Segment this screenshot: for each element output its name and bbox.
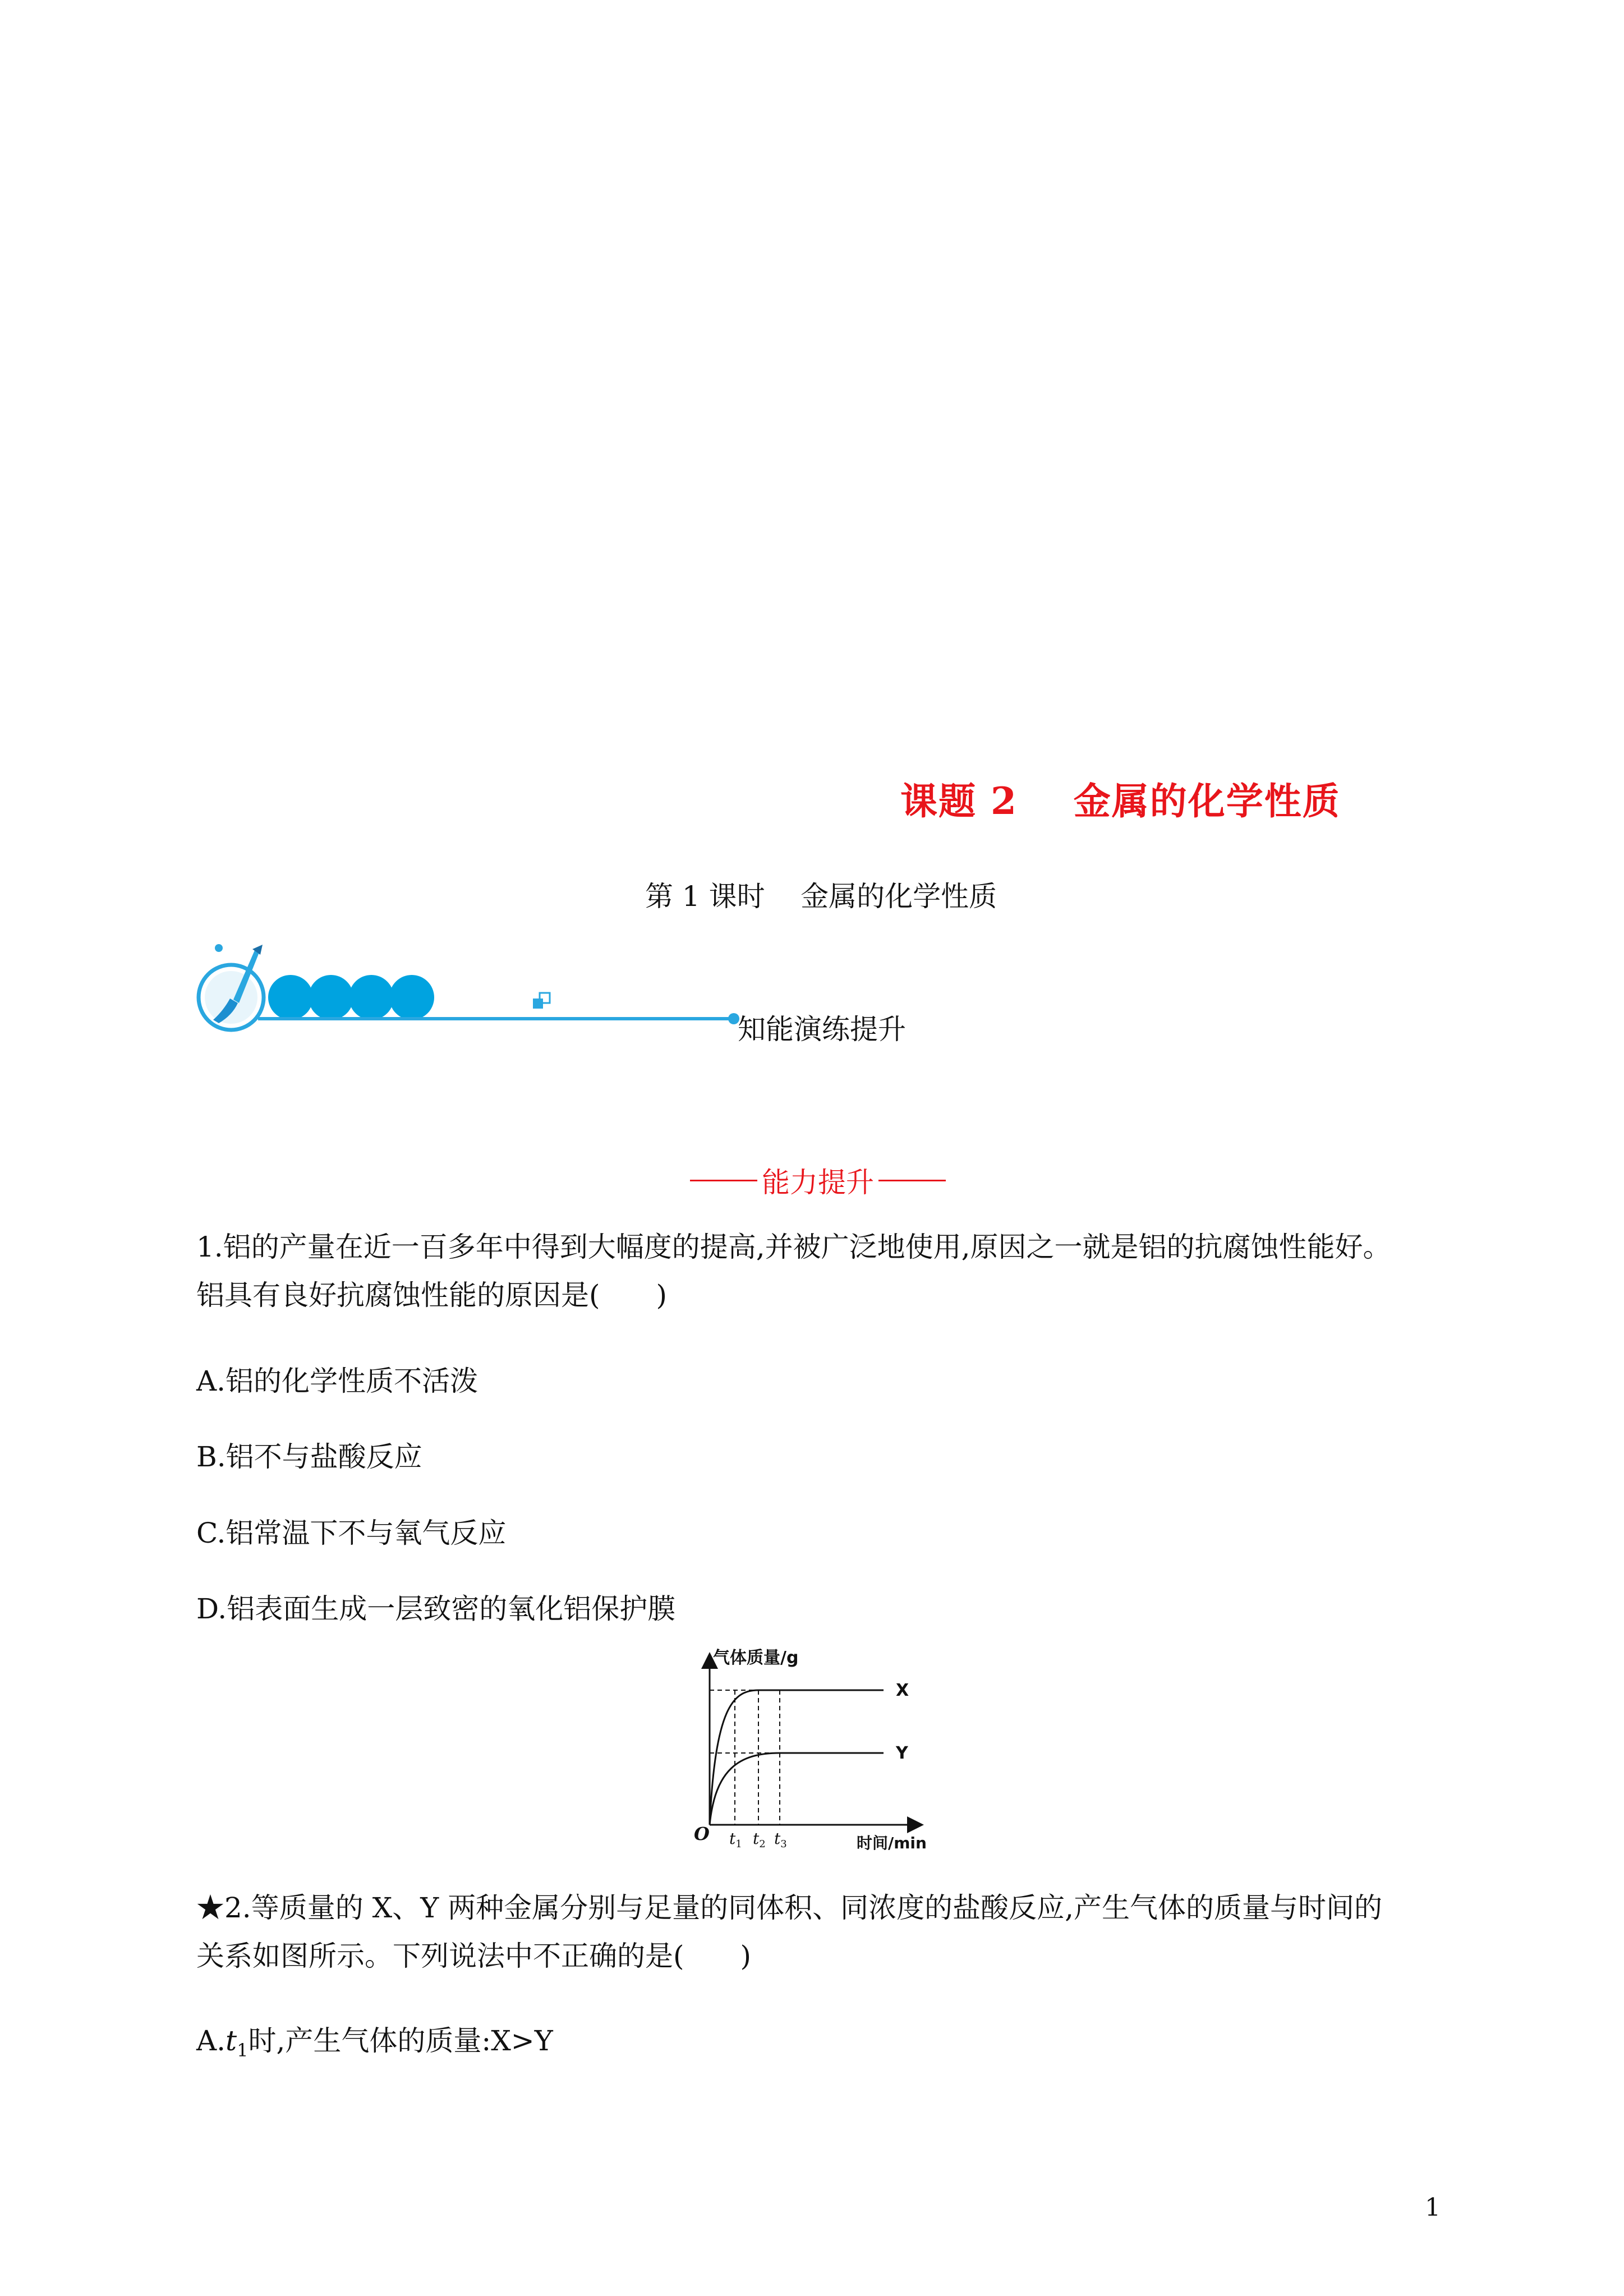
option-a-sub: 1 bbox=[237, 2040, 249, 2061]
section-banner bbox=[196, 942, 757, 1043]
banner-dot bbox=[309, 975, 353, 1020]
question-1-option-a: A.铝的化学性质不活泼 bbox=[196, 1365, 479, 1397]
page-number: 1 bbox=[1425, 2193, 1441, 2222]
question-1-option-c: C.铝常温下不与氧气反应 bbox=[196, 1517, 507, 1549]
lesson-subtitle: 第 1 课时 金属的化学性质 bbox=[645, 880, 997, 913]
x-tick-label: $t_1$ bbox=[729, 1829, 742, 1850]
section-heading-text: 能力提升 bbox=[762, 1166, 874, 1199]
x-tick-label: $t_3$ bbox=[774, 1829, 787, 1850]
section-heading bbox=[690, 1160, 946, 1200]
gas-mass-time-chart bbox=[682, 1646, 951, 1854]
question-2-option-a bbox=[196, 2018, 553, 2061]
question-1-text: 1.铝的产量在近一百多年中得到大幅度的提高,并被广泛地使用,原因之一就是铝的抗腐蚀性能好。铝具有良好抗腐蚀性能的原因是( ) bbox=[196, 1231, 1391, 1312]
x-axis-label: 时间/min bbox=[857, 1834, 927, 1852]
question-1-option-b: B.铝不与盐酸反应 bbox=[196, 1441, 422, 1473]
banner-dot bbox=[268, 975, 313, 1020]
question-1-option-d: D.铝表面生成一层致密的氧化铝保护膜 bbox=[196, 1593, 676, 1625]
banner-label: 知能演练提升 bbox=[738, 1013, 906, 1046]
x-tick-label: $t_2$ bbox=[753, 1829, 766, 1850]
banner-dot bbox=[389, 975, 434, 1020]
series-label: Y bbox=[896, 1743, 908, 1763]
question-2-text: ★2.等质量的 X、Y 两种金属分别与足量的同体积、同浓度的盐酸反应,产生气体的质量与时间的关系如图所示。下列说法中不正确的是( ) bbox=[196, 1892, 1382, 1972]
page-title: 课题 2 金属的化学性质 bbox=[900, 779, 1341, 823]
series-label: X bbox=[896, 1681, 909, 1700]
y-axis-label: 气体质量/g bbox=[713, 1648, 799, 1668]
heading-rule-left bbox=[690, 1180, 757, 1181]
option-a-rest: 时,产生气体的质量:X>Y bbox=[248, 2024, 553, 2057]
option-a-prefix: A. bbox=[196, 2024, 226, 2057]
origin-label: O bbox=[694, 1823, 710, 1844]
banner-dot bbox=[349, 975, 394, 1020]
heading-rule-right bbox=[878, 1180, 946, 1181]
option-a-var: t bbox=[226, 2024, 237, 2057]
series-curve bbox=[710, 1753, 780, 1825]
